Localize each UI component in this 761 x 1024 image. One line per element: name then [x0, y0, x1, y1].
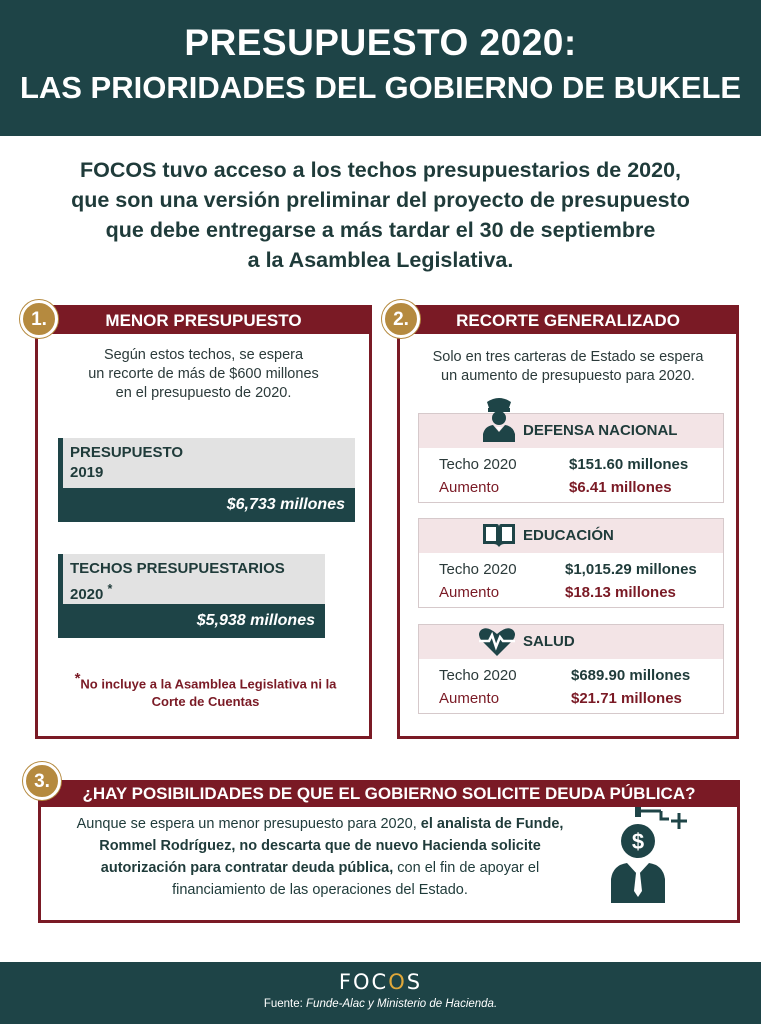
category-defensa-nacional: [418, 413, 724, 503]
main-subtitle: LAS PRIORIDADES DEL GOBIERNO DE BUKELE: [19, 70, 742, 105]
section-deuda-publica: [38, 780, 740, 923]
text-regular: con el fin de apoyar el financiamiento de las operaciones del Estado.: [172, 860, 540, 898]
police-officer-icon: [479, 394, 519, 447]
logo-text-accent: O: [388, 970, 407, 994]
label-line: PRESUPUESTO: [70, 444, 184, 461]
text-regular: Aunque se espera un menor presupuesto para 2020,: [76, 816, 421, 832]
category-title: EDUCACIÓN: [523, 527, 614, 544]
svg-text:$: $: [631, 829, 645, 854]
budget-2020-label: [70, 559, 285, 605]
source-label: Fuente:: [263, 998, 303, 1010]
desc-line: Solo en tres carteras de Estado se espera: [432, 349, 704, 365]
section-title: ¿HAY POSIBILIDADES DE QUE EL GOBIERNO SOLICITE DEUDA PÚBLICA?: [41, 781, 737, 807]
book-icon: [481, 521, 517, 554]
desc-line: un aumento de presupuesto para 2020.: [441, 368, 695, 384]
section-description: [48, 346, 359, 403]
header-banner: [0, 0, 761, 136]
category-title: DEFENSA NACIONAL: [523, 422, 678, 439]
section-menor-presupuesto: [35, 305, 372, 739]
row-value: $6.41 millones: [569, 479, 672, 496]
row-value: $151.60 millones: [569, 456, 689, 473]
desc-line: en el presupuesto de 2020.: [115, 385, 292, 401]
main-title: PRESUPUESTO 2020:: [184, 22, 577, 63]
row-label: Techo 2020: [439, 456, 517, 473]
footer-banner: [0, 962, 761, 1024]
row-label: Aumento: [439, 479, 500, 496]
desc-line: Según estos techos, se espera: [103, 347, 304, 363]
label-year: 2020: [70, 586, 104, 603]
focos-logo: [0, 970, 761, 994]
label-line: TECHOS PRESUPUESTARIOS: [70, 560, 285, 577]
row-value: $1,015.29 millones: [565, 561, 697, 578]
indebted-person-icon: [603, 805, 695, 910]
desc-line: un recorte de más de $600 millones: [88, 366, 319, 382]
budget-2019-label: [70, 443, 183, 483]
category-header: [419, 414, 723, 448]
category-header: [419, 625, 723, 659]
section-description: [408, 348, 728, 386]
source-text: Funde-Alac y Ministerio de Hacienda.: [306, 998, 498, 1010]
section-number-badge: 1.: [20, 300, 58, 338]
category-salud: [418, 624, 724, 714]
row-label: Techo 2020: [439, 667, 517, 684]
budget-2019-value: $6,733 millones: [58, 488, 355, 522]
row-value: $21.71 millones: [571, 690, 682, 707]
intro-text: [20, 155, 741, 275]
asterisk: *: [107, 582, 113, 596]
note-text: No incluye a la Asamblea Legislativa ni la: [80, 676, 337, 692]
section-text: [61, 813, 579, 901]
section-recorte-generalizado: [397, 305, 739, 739]
note-line: Corte de Cuentas: [151, 694, 260, 710]
heart-pulse-icon: [477, 626, 517, 663]
source-line: [0, 998, 761, 1010]
budget-2020-value: $5,938 millones: [58, 604, 325, 638]
note-line: [58, 670, 353, 693]
row-value: $18.13 millones: [565, 584, 676, 601]
intro-line: a la Asamblea Legislativa.: [247, 248, 514, 272]
row-label: Aumento: [439, 584, 500, 601]
logo-text: FOC: [338, 970, 389, 994]
intro-line: que son una versión preliminar del proyecto de presupuesto: [71, 188, 690, 212]
asterisk: *: [74, 670, 81, 687]
footnote: [58, 670, 353, 711]
section-number-badge: 2.: [382, 300, 420, 338]
intro-line: que debe entregarse a más tardar el 30 de septiembre: [105, 218, 656, 242]
row-value: $689.90 millones: [571, 667, 691, 684]
category-title: SALUD: [523, 633, 575, 650]
logo-text: S: [406, 970, 423, 994]
label-line: [70, 579, 285, 605]
row-label: Aumento: [439, 690, 500, 707]
intro-line: FOCOS tuvo acceso a los techos presupuestarios de 2020,: [79, 158, 682, 182]
category-header: [419, 519, 723, 553]
section-number-badge: 3.: [23, 762, 61, 800]
row-label: Techo 2020: [439, 561, 517, 578]
label-line: 2019: [70, 464, 104, 481]
category-educacion: [418, 518, 724, 608]
text-bold: el analista de Funde, Rommel Rodríguez, no descarta que de nuevo Hacienda solicite autorización para contratar deuda pública,: [99, 816, 564, 876]
section-title: RECORTE GENERALIZADO: [400, 308, 736, 334]
section-title: MENOR PRESUPUESTO: [38, 308, 369, 334]
